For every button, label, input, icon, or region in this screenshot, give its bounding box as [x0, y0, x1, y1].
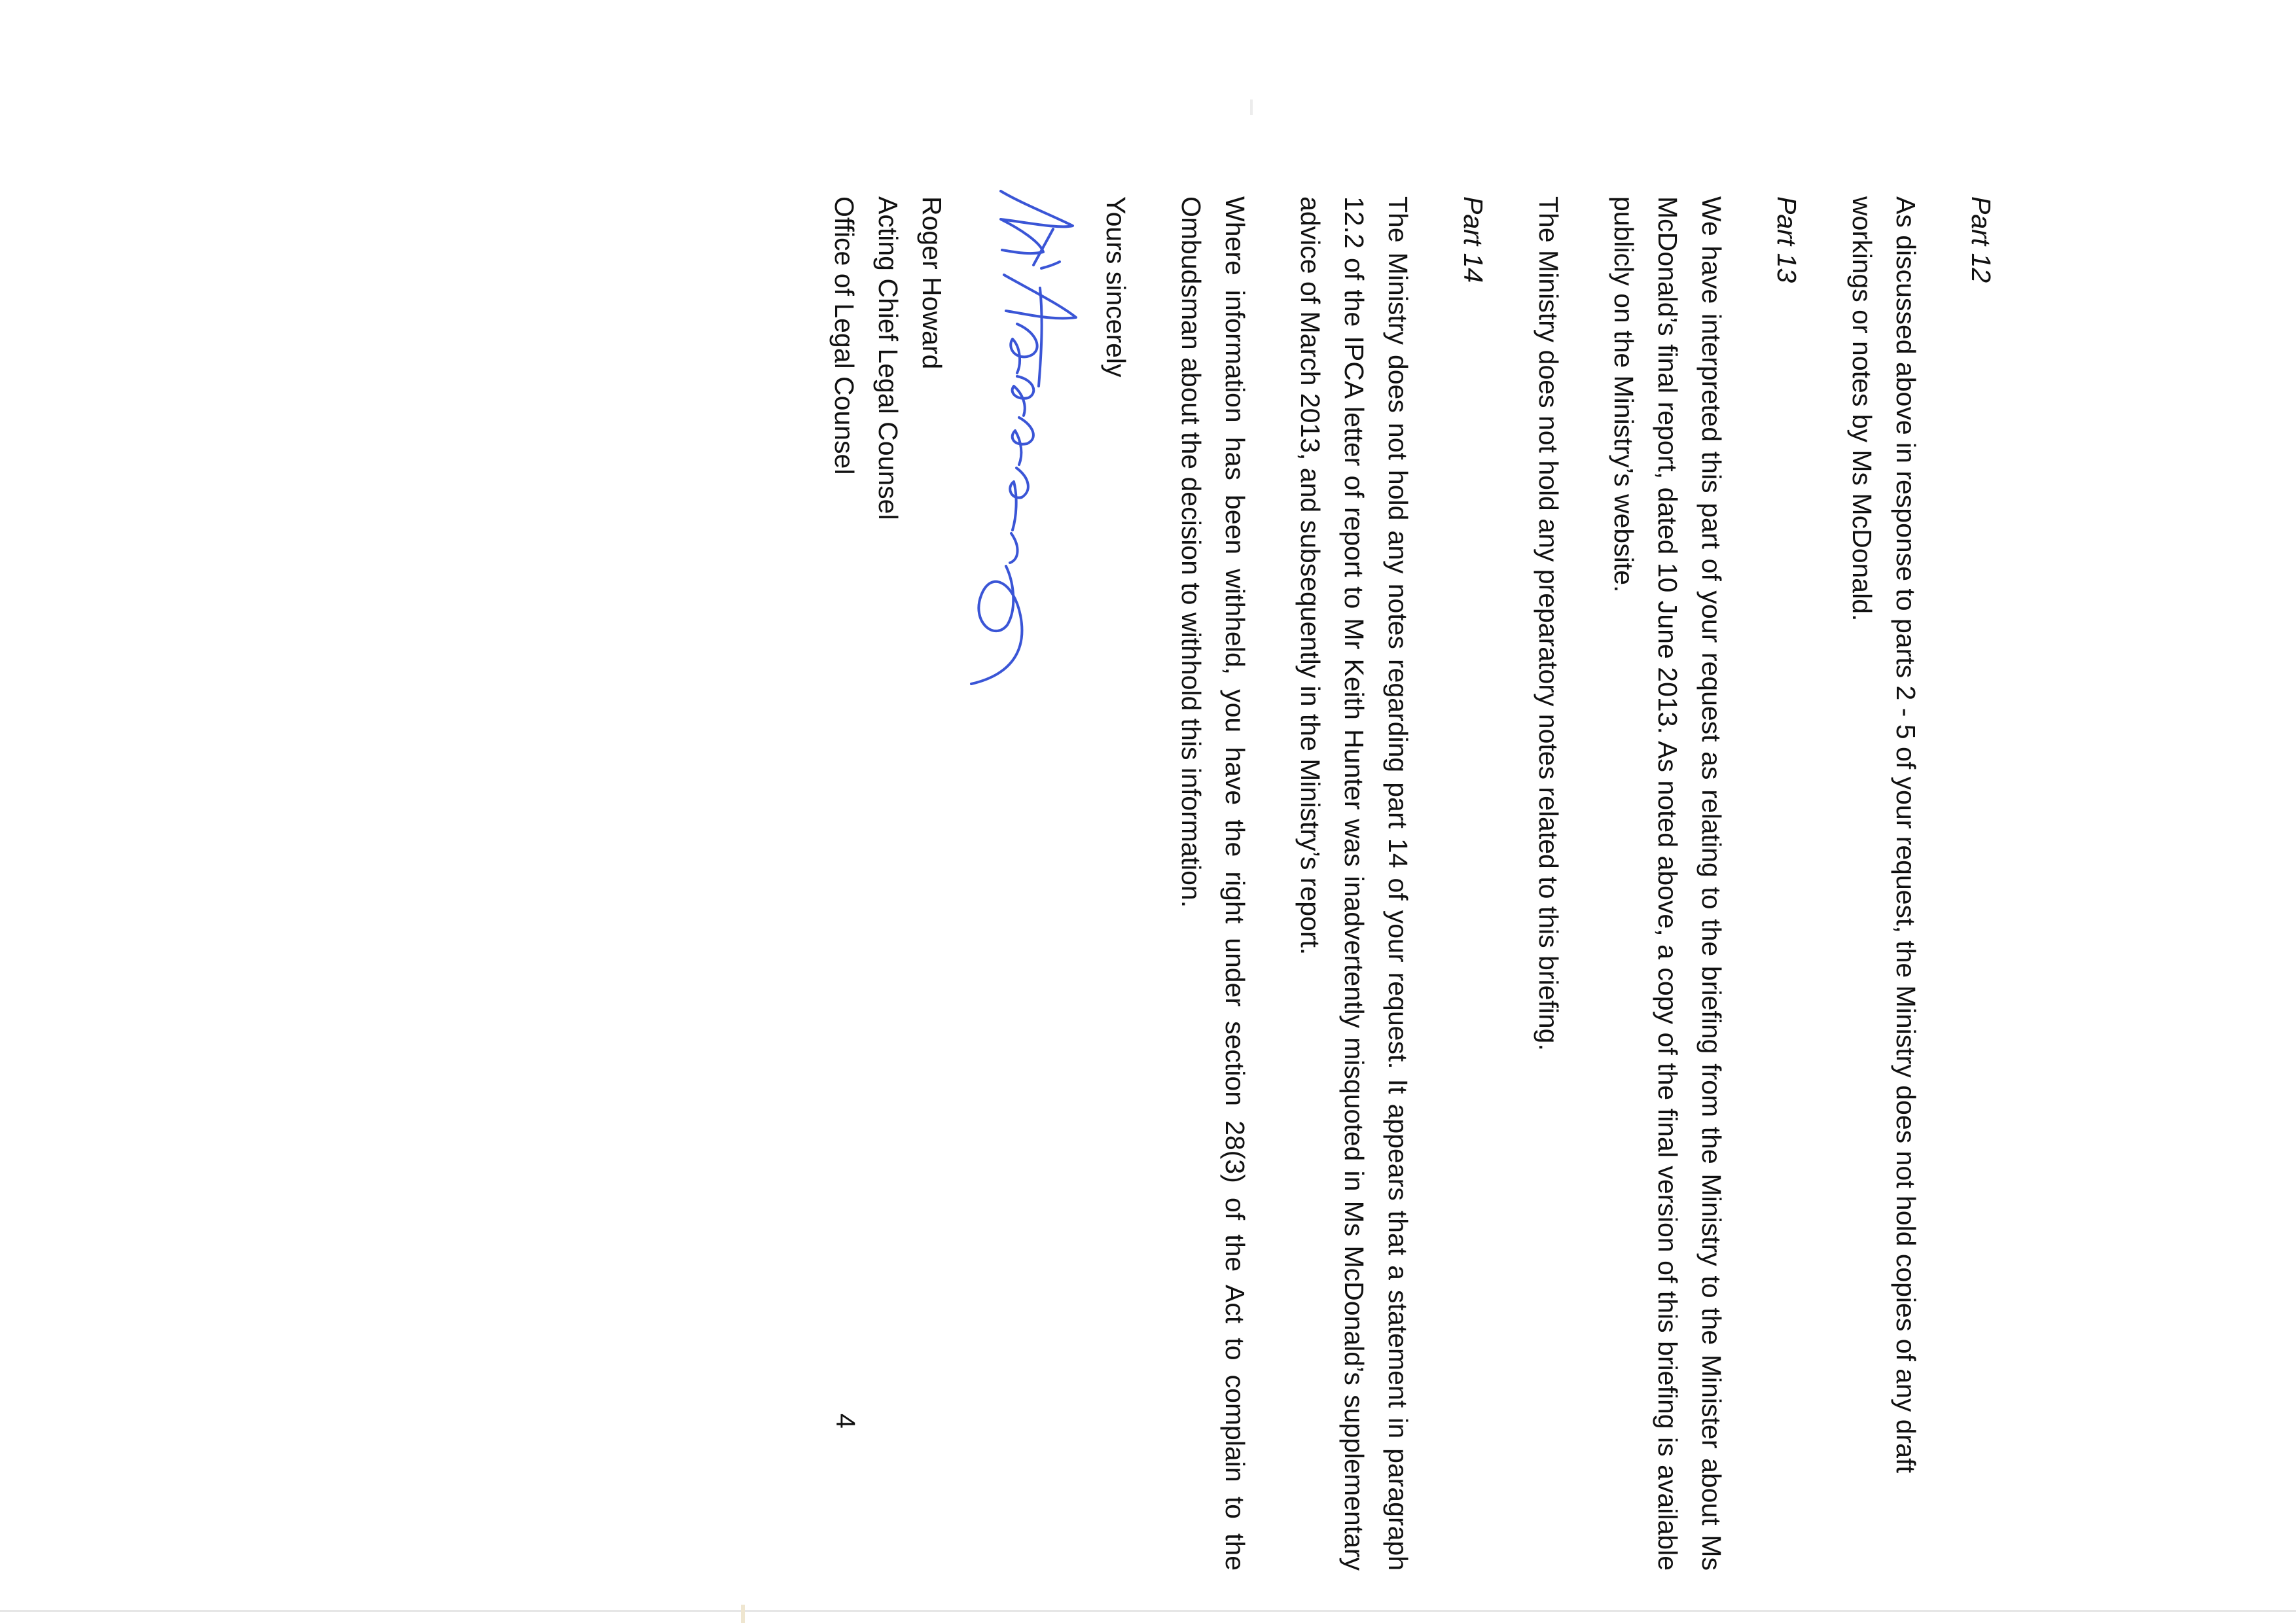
signature-block — [822, 196, 954, 1571]
part-13-heading: Part 13 — [1772, 196, 1802, 283]
handwritten-signature — [968, 190, 1079, 687]
part-12-heading: Part 12 — [1966, 196, 1996, 283]
signatory-office: Office of Legal Counsel — [829, 196, 859, 475]
part-14-heading: Part 14 — [1458, 196, 1488, 283]
scan-artifact — [1250, 99, 1253, 115]
scan-edge — [0, 1610, 2296, 1612]
letter-page — [615, 196, 2003, 1571]
signatory-name: Roger Howard — [917, 196, 947, 370]
signatory-title: Acting Chief Legal Counsel — [873, 196, 903, 520]
part-13-paragraph-2: The Ministry does not hold any preparatory notes related to this briefing. — [1534, 196, 1564, 1051]
scan-artifact — [741, 1605, 745, 1623]
part-12-paragraph: As discussed above in response to parts 2 - 5 of your request, the Ministry does not hold copies of any draft workings or notes by Ms McDonald. — [1847, 196, 1921, 1473]
ombudsman-paragraph: Where information has been withheld, you have the right under section 28(3) of the Act to complain to the Ombudsman about the decision to withhold this information. — [1176, 196, 1250, 1571]
part-13-paragraph: We have interpreted this part of your request as relating to the briefing from the Ministry to the Minister about Ms McDonald’s final report, dated 10 June 2013. As noted above, a copy of the final version of this briefing is available publicly on the Ministry’s website. — [1609, 196, 1727, 1571]
part-14-paragraph: The Ministry does not hold any notes regarding part 14 of your request. It appears that a statement in paragraph 12.2 of the IPCA letter of report to Mr Keith Hunter was inadvertently misquoted in Ms McDonald’s supplementary advice of March 2013, and subsequently in the Ministry’s report. — [1295, 196, 1413, 1571]
closing-salutation: Yours sincerely — [1101, 196, 1131, 378]
page-number: 4 — [831, 1414, 861, 1429]
